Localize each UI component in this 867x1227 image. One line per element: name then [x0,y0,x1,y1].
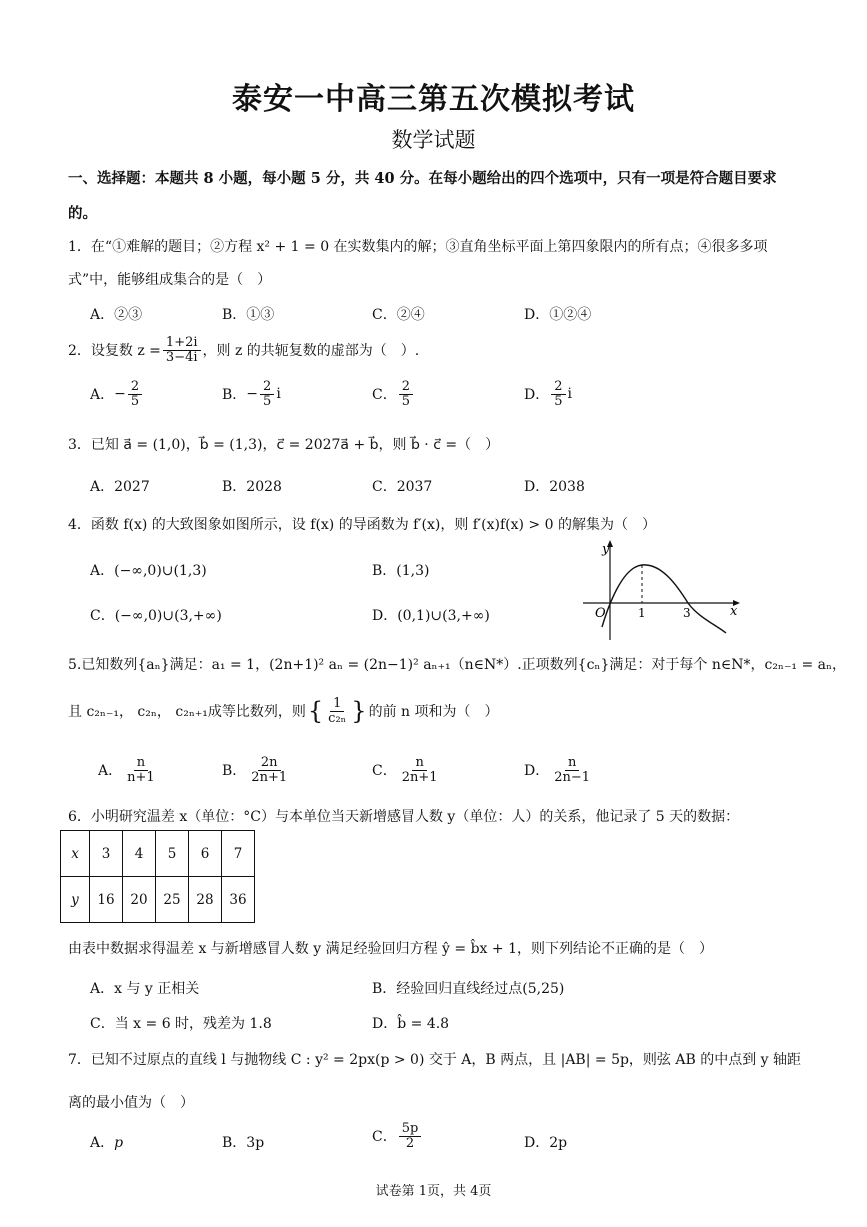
option-fraction [399,1122,422,1150]
frac-den: 5 [130,393,140,409]
q1-stem-cont: 式”中，能够组成集合的是（ ） [68,272,272,288]
q5-frac-den: c₂ₙ [328,710,347,726]
option-fraction [399,756,441,784]
table-header-y: y [61,877,90,923]
q3-option-d[interactable]: D．2038 [524,479,585,495]
q2-stem [68,336,419,364]
option-fraction [248,756,290,784]
q4-option-b[interactable]: B．(1,3) [372,563,430,579]
frac-den: 5 [554,393,563,409]
table-cell: 4 [123,831,156,877]
table-cell: 3 [90,831,123,877]
option-fraction [128,380,142,408]
q7-stem: 7．已知不过原点的直线 l 与抛物线 C : y² = 2px(p > 0) 交于 A，B 两点，且 |AB| = 5p，则弦 AB 的中点到 y 轴距 [68,1052,802,1068]
option-label: B． [222,1135,247,1151]
option-label: C． [372,1129,397,1146]
frac-num: 2 [399,380,413,395]
q1-option-d[interactable]: D．①②④ [524,307,592,323]
frac-num: 2 [551,380,565,395]
frac-den: 5 [263,393,272,409]
frac-den: 2 [405,1135,415,1151]
q5-stem-cont [68,697,499,725]
frac-num: 5p [399,1122,422,1137]
q5-stem: 5.已知数列{aₙ}满足：a₁ = 1，(2n+1)² aₙ = (2n−1)² aₙ₊₁（n∈N*）.正项数列{cₙ}满足：对于每个 n∈N*，c₂ₙ₋₁ = aₙ， [68,657,847,673]
q2-frac-num: 1+2i [163,336,201,351]
q2-frac-den: 3−4i [165,349,198,365]
brace-right: } [351,697,367,726]
q5-prefix: 且 c₂ₙ₋₁， c₂ₙ， c₂ₙ₊₁成等比数列，则 [68,704,306,721]
q7-option-c[interactable] [372,1122,423,1150]
table-cell: 20 [123,877,156,923]
q6-option-b[interactable]: B．经验回归直线经过点(5,25) [372,981,565,997]
option-fraction [260,380,274,408]
option-tail: i [276,386,281,403]
q5-fraction [325,697,349,725]
q5-option-a[interactable] [98,756,160,784]
table-cell: 16 [90,877,123,923]
q7-option-d[interactable] [524,1132,567,1152]
section-heading: 一、选择题：本题共 8 小题，每小题 5 分，共 40 分。在每小题给出的四个选项中，只有一项是符合题目要求 [68,170,777,187]
table-cell: 25 [156,877,189,923]
q5-option-b[interactable] [222,756,292,784]
q2-prefix: 2．设复数 z = [68,343,161,360]
q5-option-d[interactable] [524,756,595,784]
x-label: x [730,604,738,619]
q6-option-a[interactable]: A．x 与 y 正相关 [90,981,200,997]
y-label: y [602,542,610,557]
section-heading-cont: 的。 [68,205,97,222]
exam-title: 泰安一中高三第五次模拟考试 [232,82,635,117]
q4-stem: 4．函数 f(x) 的大致图象如图所示，设 f(x) 的导函数为 f′(x)，则 f′(x)f(x) > 0 的解集为（ ） [68,517,656,533]
exam-subtitle: 数学试题 [391,128,476,152]
q1-option-c[interactable]: C．②④ [372,307,425,323]
option-label: D． [524,387,550,404]
frac-num: 2n [258,756,281,771]
table-header-x: x [61,831,90,877]
option-text: p [114,1135,124,1151]
table-cell: 36 [222,877,255,923]
option-label: B． [222,387,247,404]
q6-option-d[interactable]: D．b̂ = 4.8 [372,1016,450,1032]
tick-3-label: 3 [683,606,691,620]
option-label: D． [524,1135,550,1151]
option-label: B． [222,763,247,780]
origin-label: O [595,606,606,621]
q5-suffix: 的前 n 项和为（ ） [368,704,499,721]
q5-frac-num: 1 [330,697,344,712]
table-cell: 28 [189,877,222,923]
table-cell: 7 [222,831,255,877]
option-fraction [124,756,158,784]
frac-num: 2 [260,380,274,395]
table-cell: 6 [189,831,222,877]
q3-stem: 3．已知 a⃗ = (1,0)，b⃗ = (1,3)，c⃗ = 2027a⃗ + b⃗，则 b⃗ · c⃗ =（ ） [68,437,500,453]
frac-den: 5 [401,393,410,409]
frac-num: 2 [128,380,142,395]
option-sign: − [114,386,126,403]
brace-left: { [307,697,324,726]
option-fraction [399,380,413,408]
function-curve [602,565,726,633]
option-fraction [551,756,593,784]
q5-option-c[interactable] [372,756,443,784]
option-label: C． [372,387,397,404]
option-fraction [551,380,565,408]
q1-stem: 1．在“①难解的题目；②方程 x² + 1 = 0 在实数集内的解；③直角坐标平面上第四象限内的所有点；④很多多项 [68,239,768,255]
option-label: A． [98,763,123,780]
q6-option-c[interactable]: C．当 x = 6 时，残差为 1.8 [90,1016,272,1032]
option-sign: − [246,386,259,403]
q3-option-a[interactable]: A．2027 [90,479,150,495]
q2-fraction [163,336,201,364]
q2-option-c[interactable] [372,380,415,408]
tick-1-label: 1 [638,606,646,620]
frac-den: n+1 [127,769,155,785]
option-label: A． [90,387,115,404]
frac-den: 2n+1 [251,769,288,785]
q3-option-b[interactable]: B．2028 [222,479,282,495]
q2-option-d[interactable] [524,380,572,408]
q6-data-table [60,830,255,923]
q4-option-c[interactable]: C．(−∞,0)∪(3,+∞) [90,608,222,624]
q4-function-graph [578,535,748,645]
q2-suffix: ，则 z 的共轭复数的虚部为（ ）. [202,343,420,360]
q7-option-a[interactable] [90,1132,123,1152]
frac-num: n [412,756,426,771]
q1-option-a[interactable]: A．②③ [90,307,143,323]
q6-stem-cont: 由表中数据求得温差 x 与新增感冒人数 y 满足经验回归方程 ŷ = b̂x + 1，则下列结论不正确的是（ ） [68,941,713,957]
option-tail: i [567,386,572,403]
option-label: D． [524,763,550,780]
frac-den: 2n+1 [401,769,438,785]
page-footer: 试卷第 1页，共 4页 [375,1184,492,1199]
option-label: C． [372,763,397,780]
q7-option-b[interactable] [222,1132,264,1152]
q7-stem-cont: 离的最小值为（ ） [68,1095,194,1111]
q4-option-d[interactable]: D．(0,1)∪(3,+∞) [372,608,490,624]
table-row [61,877,255,923]
frac-den: 2n−1 [554,769,591,785]
q2-option-a[interactable] [90,380,144,408]
table-row [61,831,255,877]
q4-option-a[interactable]: A．(−∞,0)∪(1,3) [90,563,207,579]
frac-num: n [134,756,148,771]
frac-num: n [565,756,579,771]
q2-option-b[interactable] [222,380,281,408]
table-cell: 5 [156,831,189,877]
option-label: A． [90,1135,115,1151]
option-text: 3p [246,1135,265,1151]
q1-option-b[interactable]: B．①③ [222,307,275,323]
q6-stem: 6．小明研究温差 x（单位：°C）与本单位当天新增感冒人数 y（单位：人）的关系，他记录了 5 天的数据： [68,809,740,825]
option-text: 2p [549,1135,568,1151]
q3-option-c[interactable]: C．2037 [372,479,433,495]
